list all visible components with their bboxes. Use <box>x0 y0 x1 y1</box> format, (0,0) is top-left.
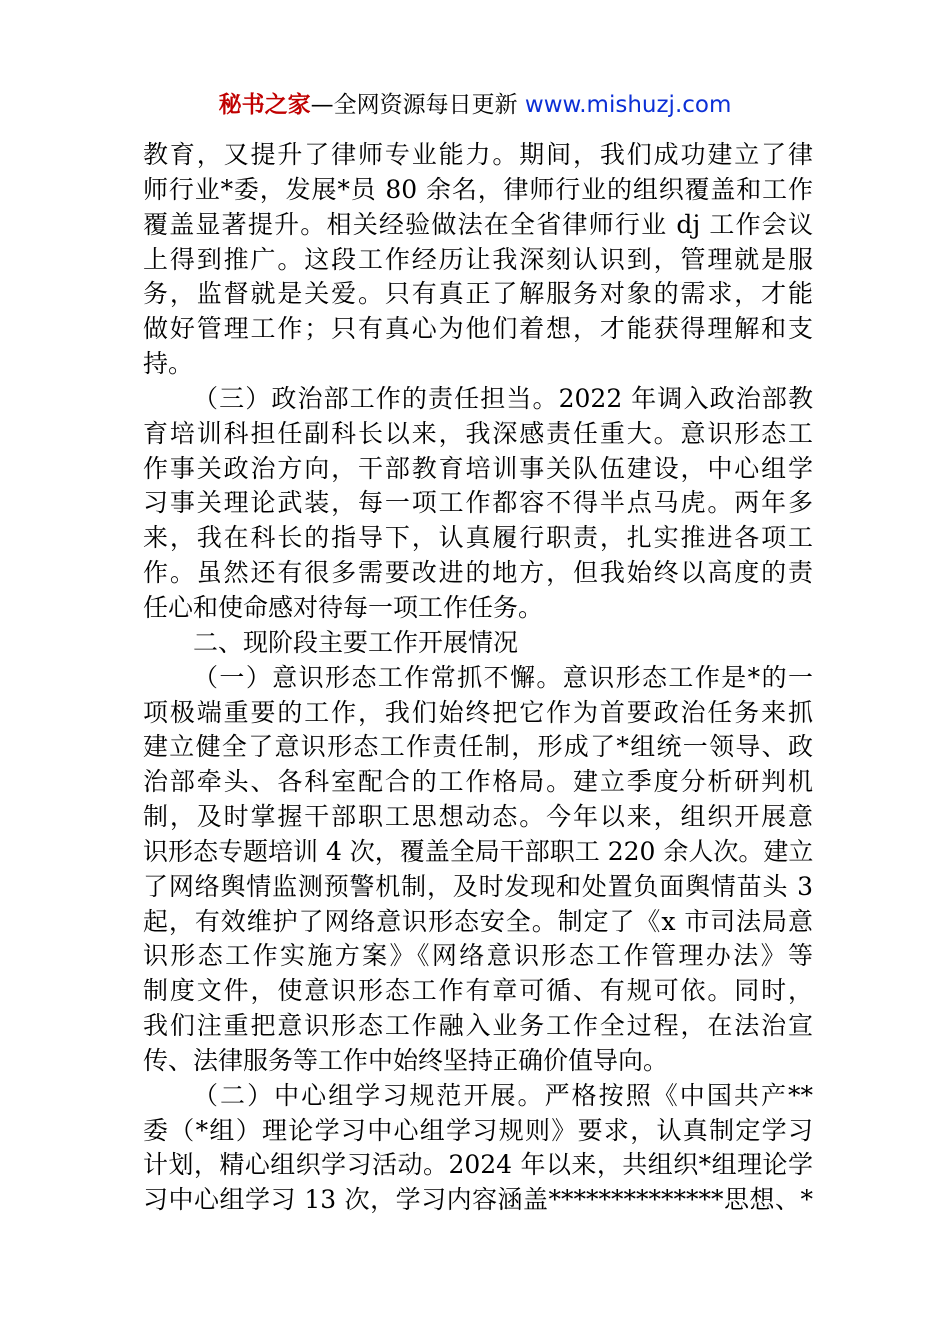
text-line: 上得到推广。这段工作经历让我深刻认识到，管理就是服 <box>143 244 813 274</box>
text-line: 制度文件，使意识形态工作有章可循、有规可依。同时， <box>143 976 813 1006</box>
text-line: 务，监督就是关爱。只有真正了解服务对象的需求，才能 <box>143 279 813 309</box>
section-heading-line: （一）意识形态工作常抓不懈。意识形态工作是*的一 <box>193 662 813 692</box>
text-line: 师行业*委，发展*员 80 余名，律师行业的组织覆盖和工作 <box>143 174 813 204</box>
text-line: 作。虽然还有很多需要改进的地方，但我始终以高度的责 <box>143 558 813 588</box>
section-heading-line: （三）政治部工作的责任担当。2022 年调入政治部教 <box>193 383 813 413</box>
text-line: 起，有效维护了网络意识形态安全。制定了《x 市司法局意 <box>143 906 813 936</box>
text-line: 识形态专题培训 4 次，覆盖全局干部职工 220 余人次。建立 <box>143 836 814 866</box>
text-line: 持。 <box>143 349 194 379</box>
text-line: 习中心组学习 13 次，学习内容涵盖**************思想、* <box>143 1185 813 1215</box>
header-slogan: —全网资源每日更新 <box>310 92 525 118</box>
text-line: 委（*组）理论学习中心组学习规则》要求，认真制定学习 <box>143 1115 813 1145</box>
text-line: 育培训科担任副科长以来，我深感责任重大。意识形态工 <box>143 418 813 448</box>
text-line: 建立健全了意识形态工作责任制，形成了*组统一领导、政 <box>143 732 813 762</box>
text-line: 来，我在科长的指导下，认真履行职责，扎实推进各项工 <box>143 523 813 553</box>
header-brand: 秘书之家 <box>218 92 311 118</box>
text-line: 做好管理工作；只有真心为他们着想，才能获得理解和支 <box>143 314 813 344</box>
document-body <box>143 138 813 1218</box>
section-title: 二、现阶段主要工作开展情况 <box>193 627 519 657</box>
text-line: 计划，精心组织学习活动。2024 年以来，共组织*组理论学 <box>143 1150 813 1180</box>
text-line: 项极端重要的工作，我们始终把它作为首要政治任务来抓 <box>143 697 813 727</box>
text-line: 任心和使命感对待每一项工作任务。 <box>143 592 544 622</box>
header-url[interactable]: www.mishuzj.com <box>524 92 732 118</box>
text-line: 识形态工作实施方案》《网络意识形态工作管理办法》等 <box>143 941 813 971</box>
section-heading-line: （二）中心组学习规范开展。严格按照《中国共产** <box>193 1080 813 1110</box>
text-line: 传、法律服务等工作中始终坚持正确价值导向。 <box>143 1045 669 1075</box>
text-line: 我们注重把意识形态工作融入业务工作全过程，在法治宣 <box>143 1011 813 1041</box>
text-line: 教育，又提升了律师专业能力。期间，我们成功建立了律 <box>143 140 813 169</box>
text-line: 作事关政治方向，干部教育培训事关队伍建设，中心组学 <box>143 453 813 483</box>
text-line: 治部牵头、各科室配合的工作格局。建立季度分析研判机 <box>143 767 813 797</box>
text-line: 习事关理论武装，每一项工作都容不得半点马虎。两年多 <box>143 488 813 518</box>
text-line: 制，及时掌握干部职工思想动态。今年以来，组织开展意 <box>143 802 813 832</box>
text-line: 了网络舆情监测预警机制，及时发现和处置负面舆情苗头 3 <box>143 871 813 901</box>
page-header <box>0 86 950 124</box>
text-line: 覆盖显著提升。相关经验做法在全省律师行业 dj 工作会议 <box>143 209 813 239</box>
